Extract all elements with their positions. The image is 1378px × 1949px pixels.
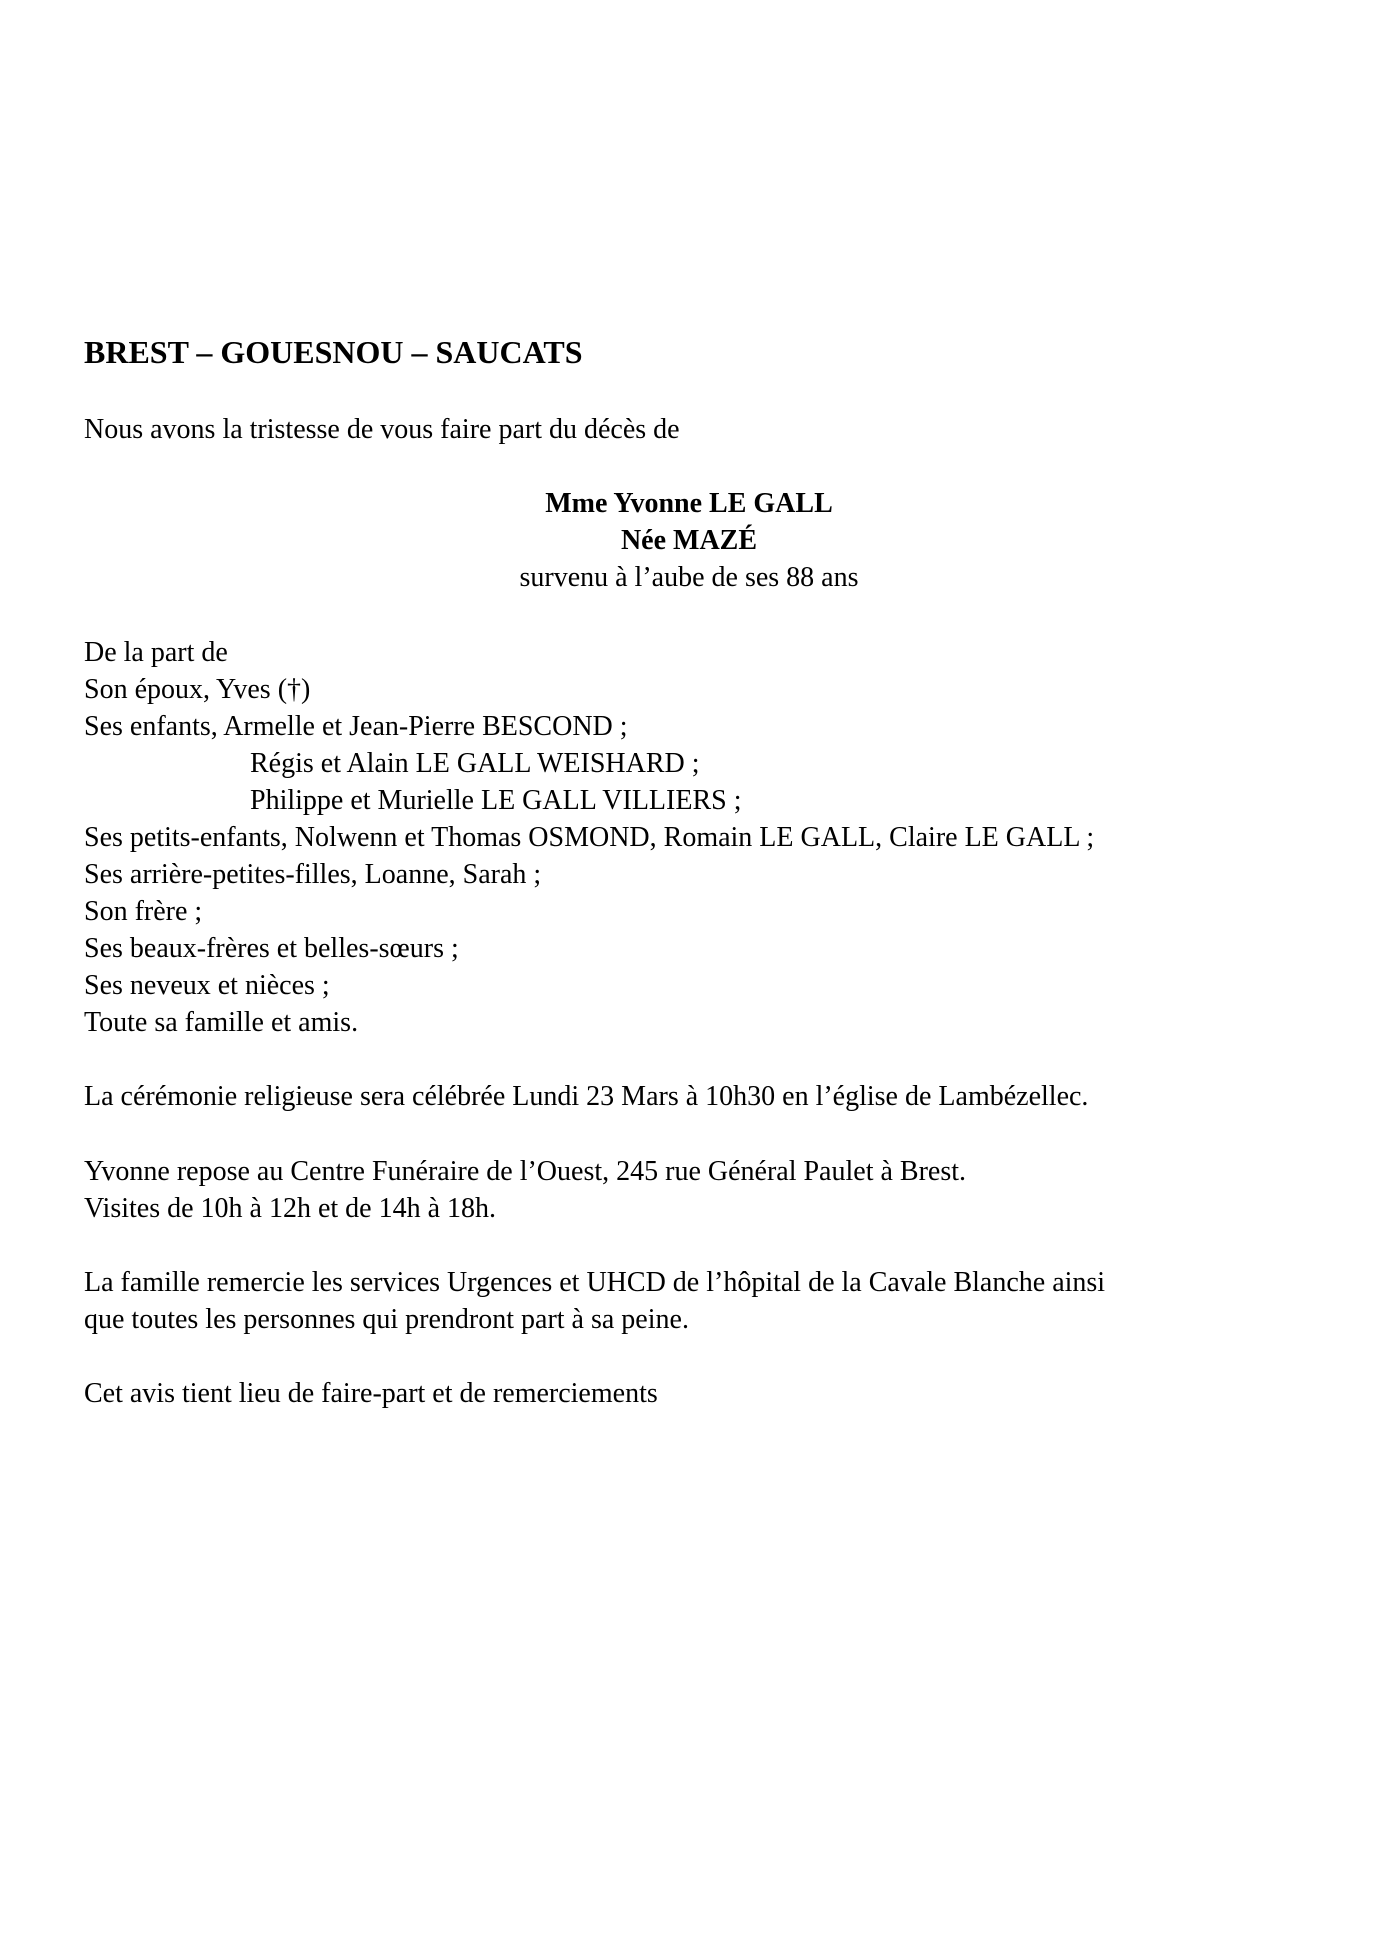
closing-note: Cet avis tient lieu de faire-part et de remerciements [84, 1378, 658, 1409]
deceased-age-line: survenu à l’aube de ses 88 ans [519, 562, 859, 593]
family-line: Philippe et Murielle LE GALL VILLIERS ; [250, 785, 742, 816]
family-line: Son frère ; [84, 896, 203, 927]
family-from-label: De la part de [84, 637, 228, 668]
rest-place-text: Yvonne repose au Centre Funéraire de l’Ouest, 245 rue Général Paulet à Brest. [84, 1156, 966, 1187]
family-line: Ses petits-enfants, Nolwenn et Thomas OSMOND, Romain LE GALL, Claire LE GALL ; [84, 822, 1095, 853]
family-line: Ses arrière-petites-filles, Loanne, Sarah ; [84, 859, 542, 890]
ceremony-text: La cérémonie religieuse sera célébrée Lundi 23 Mars à 10h30 en l’église de Lambézellec. [84, 1081, 1089, 1112]
thanks-text-line-2: que toutes les personnes qui prendront part à sa peine. [84, 1304, 689, 1335]
family-line: Régis et Alain LE GALL WEISHARD ; [250, 748, 700, 779]
deceased-name: Mme Yvonne LE GALL [545, 488, 833, 519]
thanks-text-line-1: La famille remercie les services Urgences et UHCD de l’hôpital de la Cavale Blanche ainsi [84, 1267, 1106, 1298]
location-heading: BREST – GOUESNOU – SAUCATS [84, 334, 583, 370]
family-line: Ses enfants, Armelle et Jean-Pierre BESCOND ; [84, 711, 628, 742]
family-line: Son époux, Yves (†) [84, 674, 311, 705]
family-line: Ses beaux-frères et belles-sœurs ; [84, 933, 459, 964]
visiting-hours-text: Visites de 10h à 12h et de 14h à 18h. [84, 1193, 497, 1224]
family-line: Ses neveux et nièces ; [84, 970, 330, 1001]
deceased-maiden-name: Née MAZÉ [620, 525, 758, 556]
intro-text: Nous avons la tristesse de vous faire part du décès de [84, 414, 680, 445]
family-line: Toute sa famille et amis. [84, 1007, 359, 1038]
